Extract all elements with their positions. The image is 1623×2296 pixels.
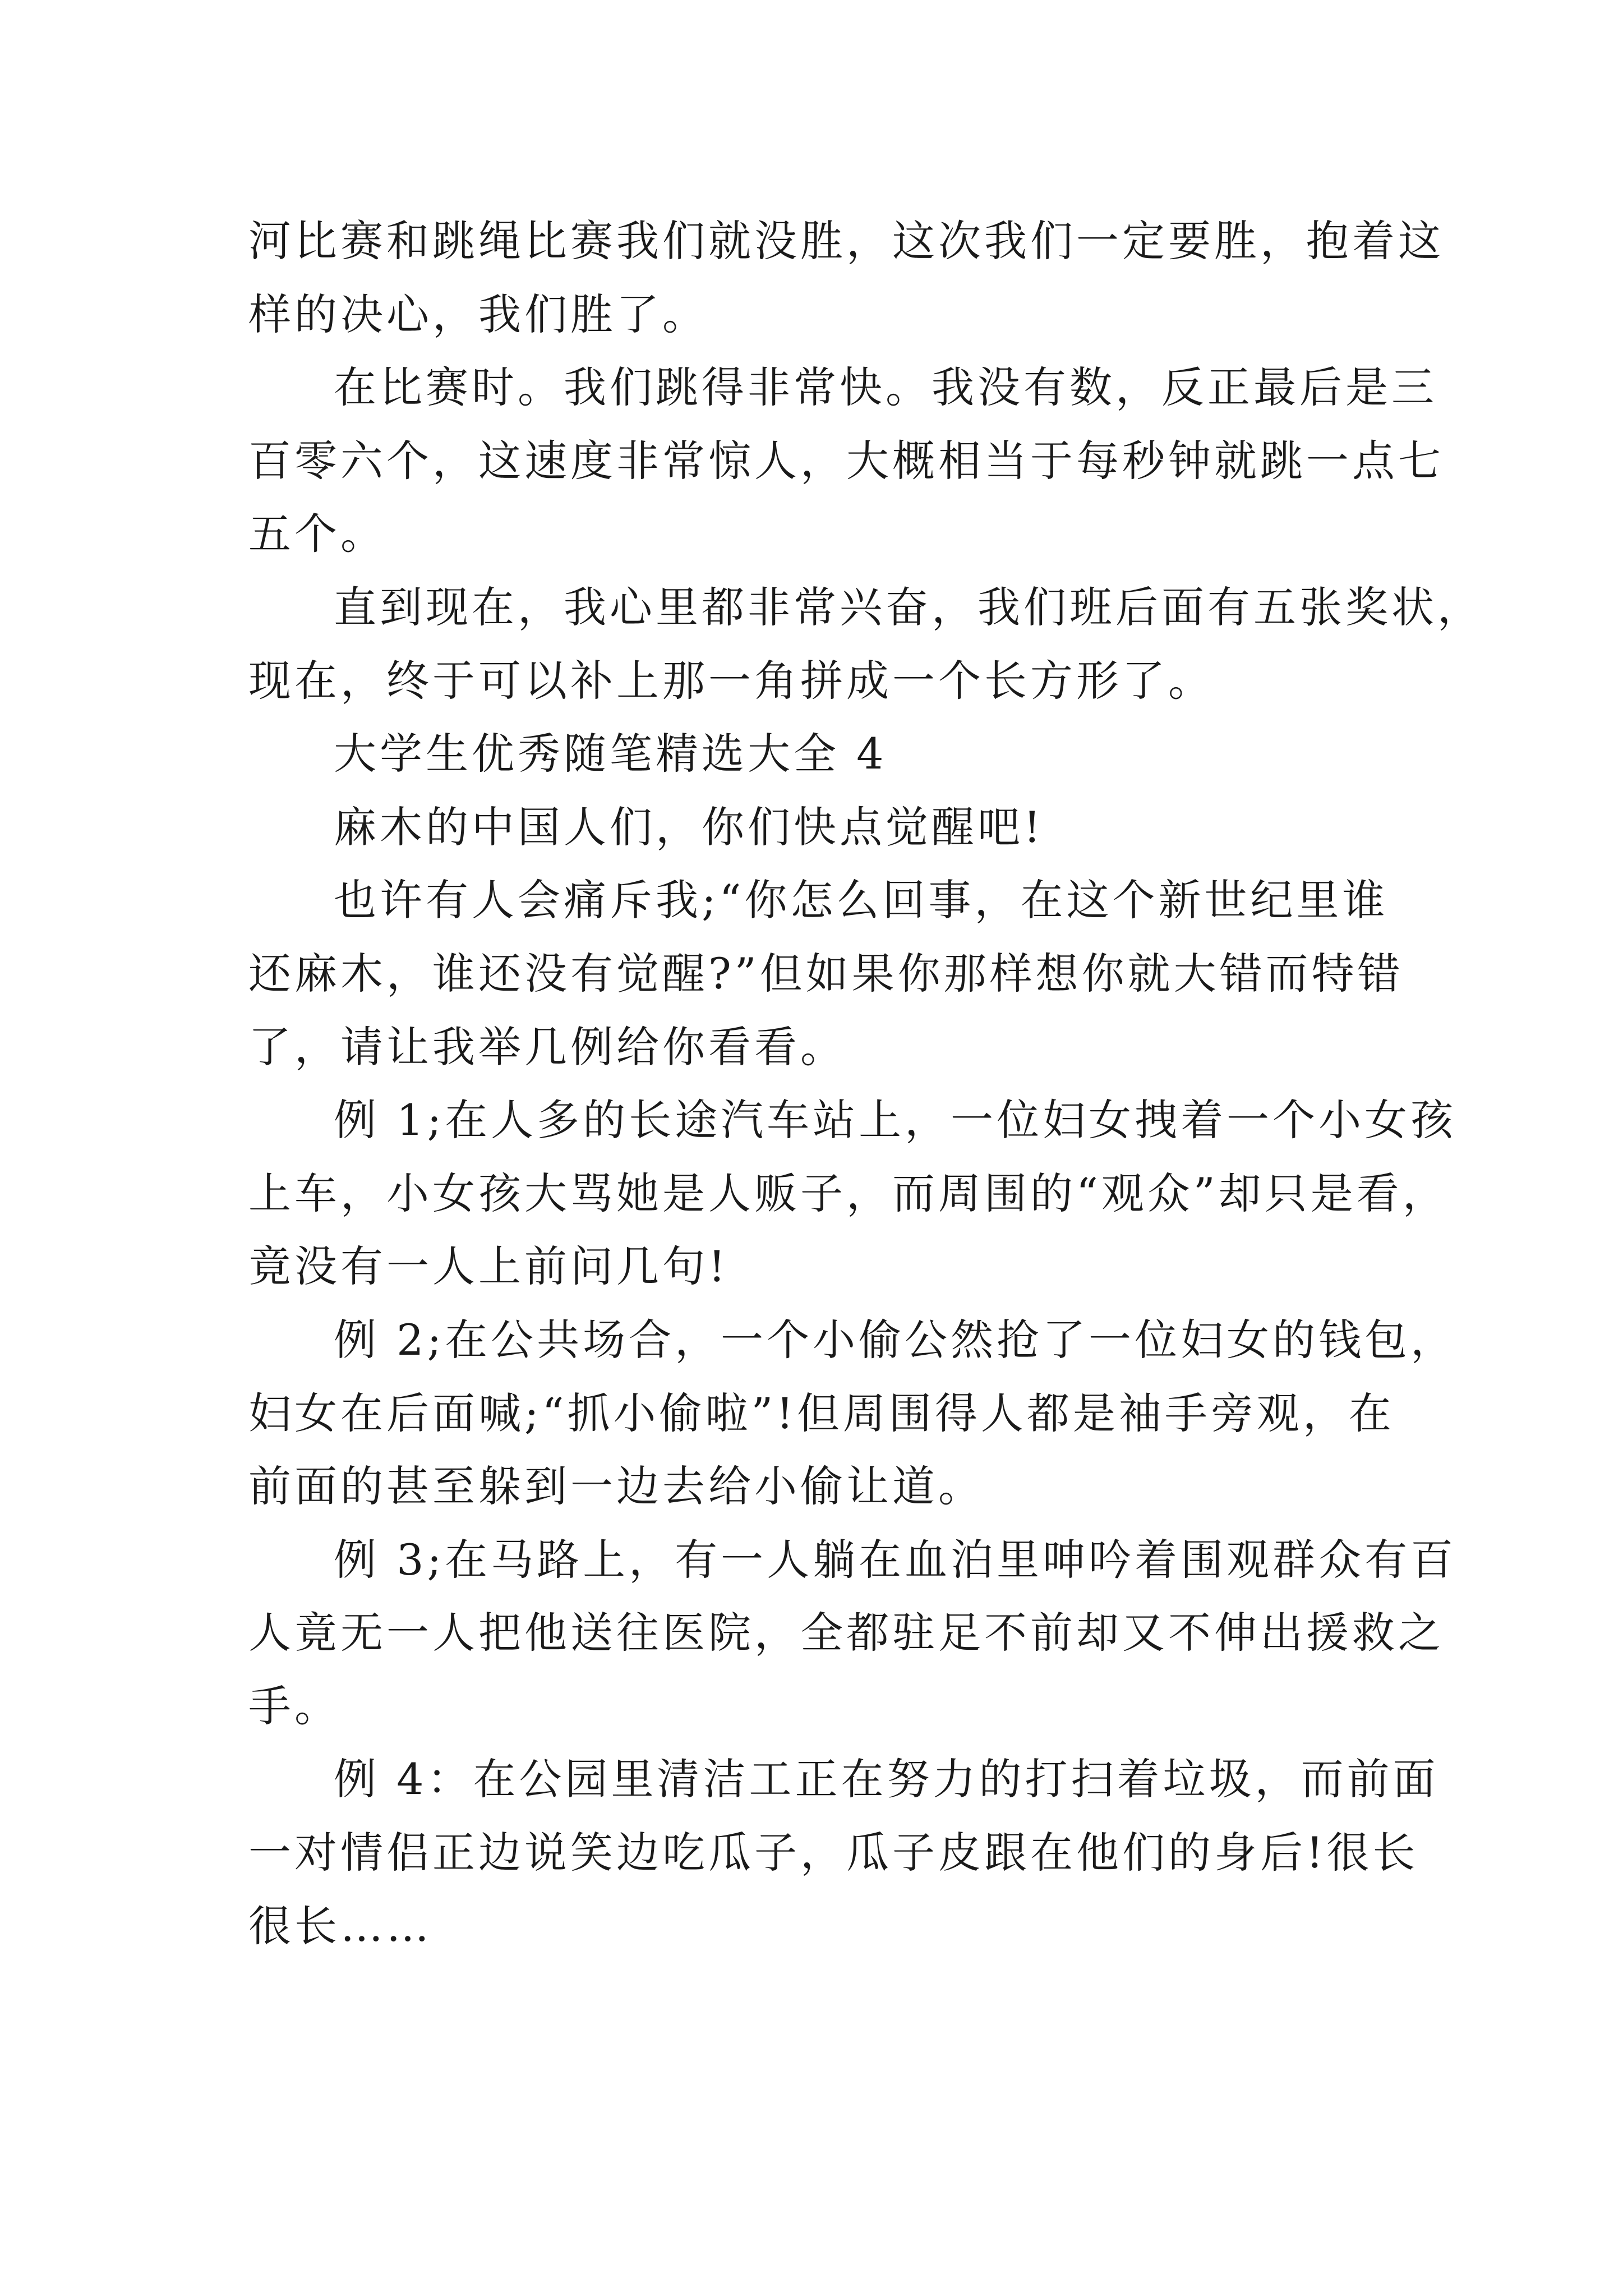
paragraph — [248, 1084, 1457, 1304]
text-line: 了，请让我举几例给你看看。 — [248, 1022, 846, 1072]
text-line: 五个。 — [248, 509, 386, 559]
text-line: 百零六个，这速度非常惊人，大概相当于每秒钟就跳一点七 — [248, 435, 1444, 486]
text-line: 一对情侣正边说笑边吃瓜子，瓜子皮跟在他们的身后!很长 — [248, 1828, 1419, 1878]
text-line: 河比赛和跳绳比赛我们就没胜，这次我们一定要胜，抱着这 — [248, 216, 1444, 266]
text-line: 人竟无一人把他送往医院，全都驻足不前却又不伸出援救之 — [248, 1608, 1444, 1658]
text-line: 例 3;在马路上，有一人躺在血泊里呻吟着围观群众有百 — [334, 1534, 1457, 1585]
text-line: 还麻木，谁还没有觉醒?”但如果你那样想你就大错而特错 — [248, 948, 1404, 999]
text-line: 手。 — [248, 1681, 340, 1731]
text-line: 上车，小女孩大骂她是人贩子，而周围的“观众”却只是看， — [248, 1168, 1449, 1218]
text-line: 现在，终于可以补上那一角拼成一个长方形了。 — [248, 655, 1214, 706]
section-heading — [248, 717, 1398, 791]
paragraph — [248, 351, 1444, 571]
text-line: 竟没有一人上前问几句! — [248, 1241, 729, 1292]
text-line: 例 4：在公园里清洁工正在努力的打扫着垃圾，而前面 — [334, 1754, 1439, 1805]
text-line: 妇女在后面喊;“抓小偷啦”!但周围得人都是袖手旁观，在 — [248, 1388, 1395, 1438]
paragraph — [248, 1524, 1457, 1743]
text-line: 例 1;在人多的长途汽车站上，一位妇女拽着一个小女孩 — [334, 1095, 1457, 1145]
text-line: 例 2;在公共场合，一个小偷公然抢了一位妇女的钱包， — [334, 1314, 1457, 1365]
text-line: 麻木的中国人们，你们快点觉醒吧! — [334, 802, 1044, 852]
paragraph — [248, 791, 1398, 864]
paragraph — [248, 1304, 1457, 1524]
text-line: 直到现在，我心里都非常兴奋，我们班后面有五张奖状， — [334, 582, 1483, 632]
text-line: 很长…… — [248, 1901, 432, 1951]
text-line: 在比赛时。我们跳得非常快。我没有数，反正最后是三 — [334, 362, 1437, 413]
text-line: 也许有人会痛斥我;“你怎么回事，在这个新世纪里谁 — [334, 875, 1389, 926]
text-line: 前面的甚至躲到一边去给小偷让道。 — [248, 1461, 984, 1512]
text-line: 样的决心，我们胜了。 — [248, 289, 708, 339]
paragraph — [248, 205, 1444, 351]
heading-text: 大学生优秀随笔精选大全 4 — [334, 729, 887, 779]
paragraph — [248, 571, 1483, 717]
document-body — [248, 205, 1483, 1963]
paragraph — [248, 1743, 1439, 1963]
paragraph — [248, 864, 1404, 1084]
